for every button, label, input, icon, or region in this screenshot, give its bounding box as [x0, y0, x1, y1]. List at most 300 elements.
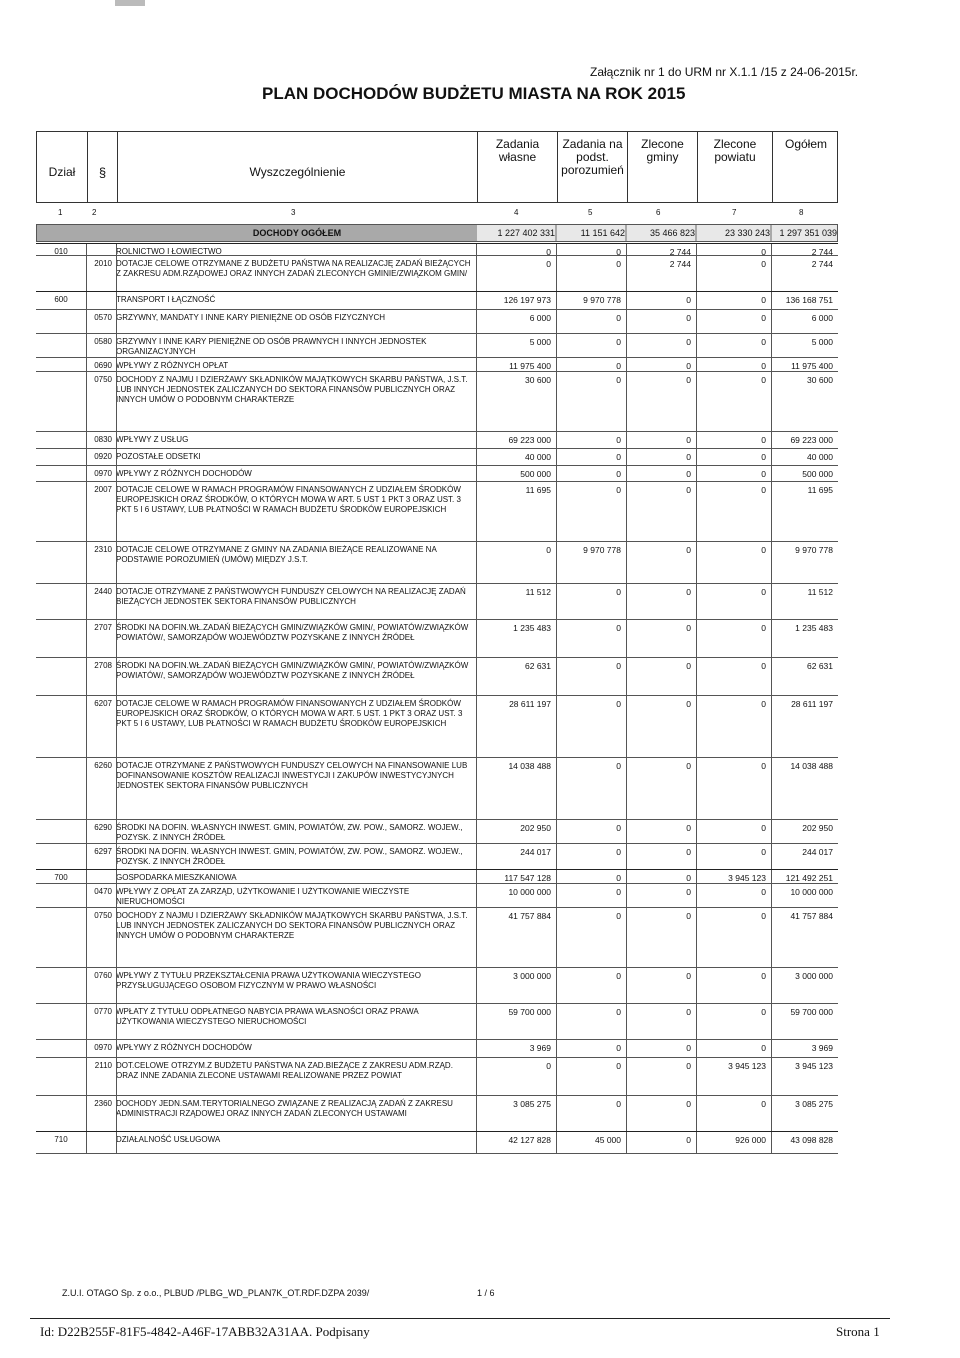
cell-border	[771, 1058, 772, 1095]
cell-border	[86, 244, 87, 255]
cell-border	[696, 908, 697, 967]
value-own: 14 038 488	[508, 761, 551, 771]
paragraph-code: 0760	[94, 971, 112, 980]
row-description: WPŁYWY Z RÓŻNYCH DOCHODÓW	[116, 1043, 252, 1052]
value-commune: 0	[686, 1061, 691, 1071]
paragraph-code: 2010	[94, 259, 112, 268]
cell-border	[556, 696, 557, 757]
value-agreements: 0	[616, 247, 621, 257]
value-total: 41 757 884	[790, 911, 833, 921]
value-own: 40 000	[525, 452, 551, 462]
value-commune: 0	[686, 661, 691, 671]
value-county: 0	[761, 485, 766, 495]
cell-border	[116, 1040, 117, 1057]
cell-border	[116, 908, 117, 967]
colnum: 2	[92, 208, 97, 217]
total-v3: 35 466 823	[627, 225, 695, 241]
cell-border	[696, 758, 697, 819]
cell-border	[556, 870, 557, 883]
value-total: 30 600	[807, 375, 833, 385]
paragraph-code: 2007	[94, 485, 112, 494]
row-description: ŚRODKI NA DOFIN. WŁASNYCH INWEST. GMIN, POWIATÓW, ZW. POW., SAMORZ. WOJEW., POZYSK. Z INNYCH ŹRÓDEŁ	[116, 847, 463, 866]
cell-border	[626, 908, 627, 967]
paragraph-code: 0470	[94, 887, 112, 896]
cell-border	[696, 696, 697, 757]
cell-border	[696, 542, 697, 583]
table-row	[36, 1039, 838, 1057]
value-county: 0	[761, 313, 766, 323]
cell-border	[86, 658, 87, 695]
cell-border	[476, 292, 477, 309]
row-description: ŚRODKI NA DOFIN.WŁ.ZADAŃ BIEŻĄCYCH GMIN/ZWIĄZKÓW GMIN/, POWIATÓW/ZWIĄZKÓW POWIATÓW/, SAMORZĄDÓW WOJEWÓDZTW POZYSKANE Z INNYCH ŹRÓDEŁ	[116, 661, 469, 680]
value-county: 926 000	[735, 1135, 766, 1145]
total-v2: 11 151 642	[557, 225, 625, 241]
value-county: 0	[761, 545, 766, 555]
cell-border	[86, 482, 87, 541]
value-own: 6 000	[529, 313, 551, 323]
paragraph-code: 6260	[94, 761, 112, 770]
row-description: WPŁYWY Z RÓŻNYCH OPŁAT	[116, 361, 229, 370]
cell-border	[771, 658, 772, 695]
value-total: 69 223 000	[790, 435, 833, 445]
colnum: 5	[588, 208, 593, 217]
table-row	[36, 695, 838, 757]
value-total: 11 512	[807, 587, 833, 597]
cell-border	[86, 844, 87, 869]
cell-border	[116, 870, 117, 883]
cell-border	[771, 758, 772, 819]
cell-border	[696, 244, 697, 255]
total-v4: 23 330 243	[697, 225, 770, 241]
paragraph-code: 6290	[94, 823, 112, 832]
cell-border	[626, 334, 627, 357]
cell-border	[626, 1096, 627, 1131]
cell-border	[696, 870, 697, 883]
cell-border	[626, 968, 627, 1003]
value-own: 10 000 000	[508, 887, 551, 897]
cell-border	[556, 658, 557, 695]
paragraph-code: 0750	[94, 911, 112, 920]
row-description: ŚRODKI NA DOFIN. WŁASNYCH INWEST. GMIN, POWIATÓW, ZW. POW., SAMORZ. WOJEW., POZYSK. Z INNYCH ŹRÓDEŁ	[116, 823, 463, 842]
cell-border	[626, 870, 627, 883]
cell-border	[626, 310, 627, 333]
cell-border	[696, 658, 697, 695]
paragraph-code: 2360	[94, 1099, 112, 1108]
section-row	[36, 291, 838, 309]
value-county: 0	[761, 295, 766, 305]
value-county: 0	[761, 361, 766, 371]
cell-border	[476, 334, 477, 357]
cell-border	[696, 1004, 697, 1039]
section-row	[36, 869, 838, 883]
row-description: DOTACJE CELOWE W RAMACH PROGRAMÓW FINANSOWANYCH Z UDZIAŁEM ŚRODKÓW EUROPEJSKICH ORAZ ŚRODKÓW, O KTÓRYCH MOWA W ART. 5 UST. 1 PKT 3 ORAZ UST. 3 PKT 5 I 6 USTAWY, LUB PŁATNOŚCI W RAMACH BUDŻETU ŚRODKÓW EUROPEJSKICH	[116, 699, 463, 728]
cell-border	[771, 542, 772, 583]
paragraph-code: 2708	[94, 661, 112, 670]
scan-artifact	[115, 0, 145, 6]
cell-border	[86, 256, 87, 291]
value-agreements: 0	[616, 337, 621, 347]
value-agreements: 0	[616, 873, 621, 883]
paragraph-code: 2310	[94, 545, 112, 554]
table-row	[36, 333, 838, 357]
value-total: 5 000	[811, 337, 833, 347]
cell-border	[696, 482, 697, 541]
cell-border	[476, 449, 477, 465]
dzial-code: 710	[54, 1135, 68, 1144]
cell-border	[626, 658, 627, 695]
cell-border	[86, 870, 87, 883]
cell-border	[556, 620, 557, 657]
value-county: 0	[761, 971, 766, 981]
value-own: 41 757 884	[508, 911, 551, 921]
cell-border	[696, 372, 697, 431]
cell-border	[556, 1040, 557, 1057]
value-own: 202 950	[520, 823, 551, 833]
value-agreements: 0	[616, 259, 621, 269]
cell-border	[556, 1096, 557, 1131]
cell-border	[771, 358, 772, 371]
row-description: DOTACJE OTRZYMANE Z PAŃSTWOWYCH FUNDUSZY CELOWYCH NA REALIZACJĘ ZADAŃ BIEŻĄCYCH JEDNOSTEK SEKTORA FINANSÓW PUBLICZNYCH	[116, 587, 466, 606]
paragraph-code: 0690	[94, 361, 112, 370]
value-county: 0	[761, 1007, 766, 1017]
cell-border	[476, 1058, 477, 1095]
cell-border	[626, 1040, 627, 1057]
paragraph-code: 0770	[94, 1007, 112, 1016]
value-agreements: 0	[616, 823, 621, 833]
cell-border	[476, 1040, 477, 1057]
cell-border	[696, 1132, 697, 1153]
value-total: 28 611 197	[791, 699, 833, 709]
cell-border	[771, 244, 772, 255]
cell-border	[86, 584, 87, 619]
value-commune: 0	[686, 1007, 691, 1017]
value-own: 69 223 000	[508, 435, 551, 445]
value-total: 3 085 275	[795, 1099, 833, 1109]
cell-border	[86, 542, 87, 583]
row-description: ŚRODKI NA DOFIN.WŁ.ZADAŃ BIEŻĄCYCH GMIN/ZWIĄZKÓW GMIN/, POWIATÓW/ZWIĄZKÓW POWIATÓW/, SAMORZĄDÓW WOJEWÓDZTW POZYSKANE Z INNYCH ŹRÓDEŁ	[116, 623, 469, 642]
row-description: DOCHODY Z NAJMU I DZIERŻAWY SKŁADNIKÓW MAJĄTKOWYCH SKARBU PAŃSTWA, J.S.T. LUB INNYCH JEDNOSTEK ZALICZANYCH DO SEKTORA FINANSÓW PUBLICZNYCH ORAZ INNYCH UMÓW O PODOBNYM CHARAKTERZE	[116, 375, 468, 404]
row-description: TRANSPORT I ŁĄCZNOŚĆ	[116, 295, 216, 304]
cell-border	[116, 244, 117, 255]
cell-border	[116, 256, 117, 291]
value-own: 0	[546, 247, 551, 257]
table-row	[36, 1095, 838, 1131]
cell-border	[556, 820, 557, 843]
value-total: 6 000	[811, 313, 833, 323]
cell-border	[556, 449, 557, 465]
colnum: 8	[799, 208, 804, 217]
row-description: DOTACJE CELOWE OTRZYMANE Z GMINY NA ZADANIA BIEŻĄCE REALIZOWANE NA PODSTAWIE POROZUMIEŃ (UMÓW) MIĘDZY J.S.T.	[116, 545, 437, 564]
table-row	[36, 371, 838, 431]
value-agreements: 0	[616, 485, 621, 495]
cell-border	[771, 482, 772, 541]
cell-border	[626, 482, 627, 541]
annex-reference: Załącznik nr 1 do URM nr X.1.1 /15 z 24-06-2015r.	[590, 65, 859, 79]
row-description: POZOSTAŁE ODSETKI	[116, 452, 201, 461]
cell-border	[116, 844, 117, 869]
cell-border	[696, 292, 697, 309]
cell-border	[476, 870, 477, 883]
page-title: PLAN DOCHODÓW BUDŻETU MIASTA NA ROK 2015	[262, 84, 686, 103]
cell-border	[771, 449, 772, 465]
value-county: 0	[761, 259, 766, 269]
value-commune: 2 744	[669, 259, 691, 269]
colnum: 4	[514, 208, 519, 217]
cell-border	[476, 1004, 477, 1039]
cell-border	[556, 334, 557, 357]
cell-border	[476, 1132, 477, 1153]
cell-border	[626, 1004, 627, 1039]
row-description: DOT.CELOWE OTRZYM.Z BUDŻETU PAŃSTWA NA ZAD.BIEŻĄCE Z ZAKRESU ADM.RZĄD. ORAZ INNE ZADANIA ZLECONE USTAWAMI REALIZOWANE PRZEZ POWIAT	[116, 1061, 453, 1080]
cell-border	[771, 466, 772, 481]
value-total: 2 744	[811, 247, 833, 257]
cell-border	[696, 1096, 697, 1131]
value-total: 136 168 751	[785, 295, 833, 305]
value-total: 9 970 778	[795, 545, 833, 555]
cell-border	[556, 1004, 557, 1039]
colnum: 1	[58, 208, 63, 217]
value-agreements: 9 970 778	[583, 295, 621, 305]
cell-border	[86, 466, 87, 481]
value-county: 0	[761, 375, 766, 385]
cell-border	[476, 542, 477, 583]
cell-border	[626, 584, 627, 619]
paragraph-code: 0830	[94, 435, 112, 444]
cell-border	[86, 358, 87, 371]
value-commune: 0	[686, 887, 691, 897]
cell-border	[556, 466, 557, 481]
value-total: 3 000 000	[795, 971, 833, 981]
value-own: 62 631	[525, 661, 551, 671]
cell-border	[771, 1096, 772, 1131]
cell-border	[116, 820, 117, 843]
colnum: 7	[732, 208, 737, 217]
value-agreements: 0	[616, 469, 621, 479]
row-description: DZIAŁALNOŚĆ USŁUGOWA	[116, 1135, 221, 1144]
cell-border	[771, 1132, 772, 1153]
value-agreements: 0	[616, 699, 621, 709]
cell-border	[476, 358, 477, 371]
value-commune: 0	[686, 295, 691, 305]
cell-border	[476, 432, 477, 448]
cell-border	[556, 584, 557, 619]
cell-border	[116, 358, 117, 371]
cell-border	[116, 1132, 117, 1153]
cell-border	[86, 449, 87, 465]
value-commune: 0	[686, 761, 691, 771]
value-own: 42 127 828	[508, 1135, 551, 1145]
cell-border	[696, 256, 697, 291]
cell-border	[626, 256, 627, 291]
value-commune: 0	[686, 1135, 691, 1145]
value-county: 0	[761, 911, 766, 921]
cell-border	[771, 1004, 772, 1039]
paragraph-code: 2707	[94, 623, 112, 632]
value-county: 3 945 123	[728, 1061, 766, 1071]
cell-border	[626, 820, 627, 843]
value-total: 11 975 400	[791, 361, 833, 371]
cell-border	[556, 358, 557, 371]
cell-border	[556, 844, 557, 869]
value-commune: 0	[686, 587, 691, 597]
cell-border	[556, 256, 557, 291]
table-row	[36, 583, 838, 619]
value-commune: 0	[686, 1043, 691, 1053]
total-row	[36, 224, 838, 242]
cell-border	[626, 758, 627, 819]
cell-border	[626, 244, 627, 255]
value-agreements: 0	[616, 452, 621, 462]
cell-border	[86, 884, 87, 907]
value-agreements: 0	[616, 911, 621, 921]
cell-border	[771, 870, 772, 883]
value-commune: 0	[686, 545, 691, 555]
cell-border	[696, 466, 697, 481]
header-name: Wyszczególnienie	[117, 132, 477, 202]
cell-border	[476, 620, 477, 657]
header-col4: Zlecone powiatu	[697, 132, 772, 202]
value-commune: 0	[686, 873, 691, 883]
value-agreements: 0	[616, 1099, 621, 1109]
cell-border	[696, 310, 697, 333]
cell-border	[116, 620, 117, 657]
cell-border	[556, 968, 557, 1003]
cell-border	[86, 620, 87, 657]
value-total: 2 744	[811, 259, 833, 269]
value-agreements: 0	[616, 1061, 621, 1071]
cell-border	[556, 758, 557, 819]
row-description: DOTACJE CELOWE W RAMACH PROGRAMÓW FINANSOWANYCH Z UDZIAŁEM ŚRODKÓW EUROPEJSKICH ORAZ ŚRODKÓW, O KTÓRYCH MOWA W ART. 5 UST 1 PKT 3 ORAZ UST. 3 PKT 5 I 6 USTAWY, LUB PŁATNOŚCI W RAMACH BUDŻETU ŚRODKÓW EUROPEJSKICH	[116, 485, 461, 514]
cell-border	[556, 292, 557, 309]
row-description: GOSPODARKA MIESZKANIOWA	[116, 873, 237, 882]
cell-border	[696, 358, 697, 371]
cell-border	[476, 244, 477, 255]
value-own: 3 000 000	[513, 971, 551, 981]
cell-border	[626, 372, 627, 431]
value-own: 0	[546, 545, 551, 555]
total-v5: 1 297 351 039	[772, 225, 837, 241]
cell-border	[476, 584, 477, 619]
cell-border	[556, 482, 557, 541]
value-total: 43 098 828	[790, 1135, 833, 1145]
value-own: 59 700 000	[508, 1007, 551, 1017]
row-description: ROLNICTWO I ŁOWIECTWO	[116, 247, 222, 256]
dzial-code: 600	[54, 295, 68, 304]
value-county: 0	[761, 699, 766, 709]
cell-border	[116, 449, 117, 465]
paragraph-code: 0970	[94, 469, 112, 478]
cell-border	[556, 372, 557, 431]
table-header	[36, 131, 838, 203]
header-col3: Zlecone gminy	[627, 132, 697, 202]
cell-border	[116, 696, 117, 757]
value-total: 3 945 123	[795, 1061, 833, 1071]
value-agreements: 0	[616, 761, 621, 771]
value-agreements: 0	[616, 887, 621, 897]
value-total: 500 000	[802, 469, 833, 479]
table-row	[36, 481, 838, 541]
cell-border	[476, 908, 477, 967]
value-own: 30 600	[525, 375, 551, 385]
cell-border	[86, 908, 87, 967]
document-id: Id: D22B255F-81F5-4842-A46F-17ABB32A31AA. Podpisany	[40, 1324, 370, 1339]
cell-border	[86, 820, 87, 843]
table-row	[36, 619, 838, 657]
value-own: 126 197 973	[503, 295, 551, 305]
cell-border	[771, 1040, 772, 1057]
cell-border	[86, 432, 87, 448]
cell-border	[771, 968, 772, 1003]
footer-page: 1 / 6	[477, 1288, 495, 1298]
cell-border	[556, 884, 557, 907]
value-commune: 0	[686, 361, 691, 371]
dzial-code: 010	[54, 247, 68, 256]
value-commune: 0	[686, 313, 691, 323]
value-own: 28 611 197	[509, 699, 551, 709]
cell-border	[116, 292, 117, 309]
row-description: DOCHODY Z NAJMU I DZIERŻAWY SKŁADNIKÓW MAJĄTKOWYCH SKARBU PAŃSTWA, J.S.T. LUB INNYCH JEDNOSTEK ZALICZANYCH DO SEKTORA FINANSÓW PUBLICZNYCH ORAZ INNYCH UMÓW O PODOBNYM CHARAKTERZE	[116, 911, 468, 940]
value-agreements: 0	[616, 361, 621, 371]
cell-border	[626, 542, 627, 583]
cell-border	[116, 372, 117, 431]
value-commune: 2 744	[669, 247, 691, 257]
value-own: 0	[546, 1061, 551, 1071]
divider	[30, 1318, 890, 1319]
value-county: 0	[761, 587, 766, 597]
table-row	[36, 448, 838, 465]
cell-border	[116, 658, 117, 695]
cell-border	[476, 256, 477, 291]
value-total: 40 000	[807, 452, 833, 462]
row-description: WPŁYWY Z TYTUŁU PRZEKSZTAŁCENIA PRAWA UŻYTKOWANIA WIECZYSTEGO PRZYSŁUGUJĄCEGO OSOBOM FIZYCZNYM W PRAWO WŁASNOŚCI	[116, 971, 421, 990]
cell-border	[116, 1004, 117, 1039]
cell-border	[771, 310, 772, 333]
cell-border	[771, 908, 772, 967]
value-agreements: 0	[616, 1007, 621, 1017]
table-row	[36, 309, 838, 333]
value-own: 117 547 128	[504, 873, 551, 883]
table-row	[36, 967, 838, 1003]
value-total: 121 492 251	[785, 873, 833, 883]
value-commune: 0	[686, 469, 691, 479]
table-row	[36, 255, 838, 291]
value-own: 3 085 275	[513, 1099, 551, 1109]
total-label: DOCHODY OGÓŁEM	[252, 228, 342, 238]
value-agreements: 0	[616, 1043, 621, 1053]
income-table	[36, 243, 838, 1154]
value-commune: 0	[686, 485, 691, 495]
cell-border	[86, 334, 87, 357]
cell-border	[476, 466, 477, 481]
value-total: 244 017	[802, 847, 833, 857]
page-number: Strona 1	[836, 1324, 880, 1339]
cell-border	[696, 432, 697, 448]
table-row	[36, 843, 838, 869]
value-agreements: 0	[616, 587, 621, 597]
footer-source: Z.U.I. OTAGO Sp. z o.o., PLBUD /PLBG_WD_PLAN7K_OT.RDF.DZPA 2039/	[62, 1288, 370, 1298]
cell-border	[116, 968, 117, 1003]
value-own: 0	[546, 259, 551, 269]
value-county: 0	[761, 452, 766, 462]
value-county: 0	[761, 435, 766, 445]
cell-border	[626, 466, 627, 481]
cell-border	[771, 292, 772, 309]
paragraph-code: 0750	[94, 375, 112, 384]
value-agreements: 0	[616, 623, 621, 633]
cell-border	[476, 884, 477, 907]
value-county: 0	[761, 823, 766, 833]
cell-border	[771, 696, 772, 757]
